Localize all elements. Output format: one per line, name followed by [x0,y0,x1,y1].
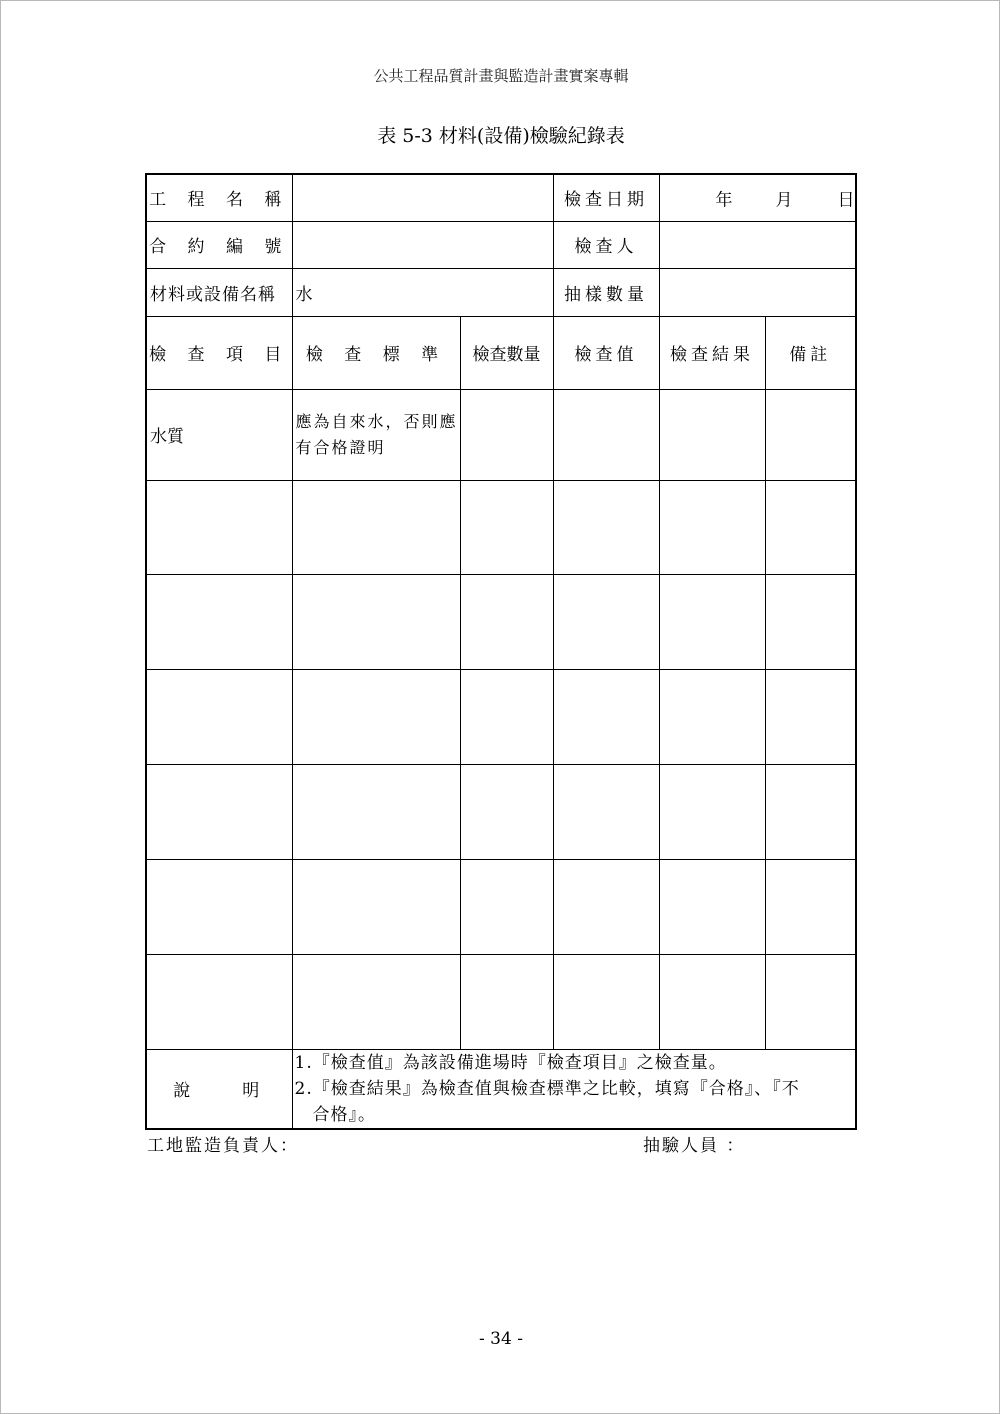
col-header-qty: 檢查數量 [460,316,553,389]
inspection-date-field[interactable] [659,174,856,221]
notes-content [292,1049,856,1129]
row-result-cell[interactable] [659,669,765,764]
row-value-cell[interactable] [553,669,659,764]
row-standard-cell[interactable] [292,764,460,859]
contract-no-field[interactable] [292,221,553,268]
row-standard-cell[interactable] [292,480,460,574]
row-remark-cell[interactable] [765,764,856,859]
row-result-cell[interactable] [659,764,765,859]
inspection-date-label: 檢查日期 [553,174,659,221]
row-remark-cell[interactable] [765,389,856,480]
row-remark-cell[interactable] [765,954,856,1049]
row-standard-cell[interactable] [292,669,460,764]
inspector-field[interactable] [659,221,856,268]
project-name-label: 工 程 名 稱 [146,174,292,221]
page-number: - 34 - [479,1329,523,1349]
row-qty-cell[interactable] [460,764,553,859]
material-name-label: 材料或設備名稱 [146,268,292,316]
row-result-cell[interactable] [659,954,765,1049]
row-item-cell[interactable] [146,574,292,669]
date-month-label: 月 [775,190,793,211]
row-remark-cell[interactable] [765,480,856,574]
supervisor-signature-label: 工地監造負責人： [147,1136,299,1156]
sampler-signature-label: 抽驗人員 ： [643,1136,746,1156]
row-item-cell[interactable]: 水質 [146,389,292,480]
row-qty-cell[interactable] [460,480,553,574]
date-day-label: 日 [837,190,855,211]
row-standard-cell[interactable]: 應為自來水，否則應有合格證明 [292,389,460,480]
col-header-item: 檢 查 項 目 [146,316,292,389]
row-qty-cell[interactable] [460,859,553,954]
notes-row [146,1049,856,1129]
table-row [146,764,856,859]
note-line-3: 合格』。 [312,1104,376,1125]
row-value-cell[interactable] [553,954,659,1049]
row-value-cell[interactable] [553,389,659,480]
project-name-field[interactable] [292,174,553,221]
sample-qty-label: 抽樣數量 [553,268,659,316]
row-standard-cell[interactable] [292,574,460,669]
material-name-field[interactable]: 水 [292,268,553,316]
table-row [146,389,856,480]
table-row [146,574,856,669]
running-header: 公共工程品質計畫與監造計畫實案專輯 [373,67,629,85]
col-header-value: 檢查值 [553,316,659,389]
contract-no-label: 合 約 編 號 [146,221,292,268]
row-standard-cell[interactable] [292,954,460,1049]
column-header-row [146,316,856,389]
col-header-remark: 備註 [765,316,856,389]
table-row [146,859,856,954]
row-value-cell[interactable] [553,859,659,954]
notes-label: 說 明 [146,1049,292,1129]
note-line-1: 1.『檢查值』為該設備進場時『檢查項目』之檢查量。 [294,1052,727,1073]
note-line-2: 2.『檢查結果』為檢查值與檢查標準之比較，填寫『合格』、『不 [294,1078,800,1099]
table-row [146,669,856,764]
row-remark-cell[interactable] [765,669,856,764]
row-qty-cell[interactable] [460,954,553,1049]
table-row [146,954,856,1049]
row-value-cell[interactable] [553,764,659,859]
row-item-cell[interactable] [146,954,292,1049]
row-standard-cell[interactable] [292,859,460,954]
row-item-cell[interactable] [146,669,292,764]
contract-no-row [146,221,856,268]
row-qty-cell[interactable] [460,389,553,480]
row-result-cell[interactable] [659,574,765,669]
project-name-row [146,174,856,221]
row-result-cell[interactable] [659,859,765,954]
row-qty-cell[interactable] [460,574,553,669]
row-value-cell[interactable] [553,480,659,574]
row-result-cell[interactable] [659,480,765,574]
row-qty-cell[interactable] [460,669,553,764]
row-remark-cell[interactable] [765,859,856,954]
row-item-cell[interactable] [146,859,292,954]
row-item-cell[interactable] [146,480,292,574]
row-item-cell[interactable] [146,764,292,859]
material-name-row [146,268,856,316]
inspection-record-table [145,173,857,1130]
table-title: 表 5-3 材料(設備)檢驗紀錄表 [377,125,625,147]
sample-qty-field[interactable] [659,268,856,316]
inspector-label: 檢查人 [553,221,659,268]
table-row [146,480,856,574]
row-result-cell[interactable] [659,389,765,480]
col-header-standard: 檢 查 標 準 [292,316,460,389]
date-year-label: 年 [715,190,733,211]
row-remark-cell[interactable] [765,574,856,669]
col-header-result: 檢查結果 [659,316,765,389]
row-value-cell[interactable] [553,574,659,669]
